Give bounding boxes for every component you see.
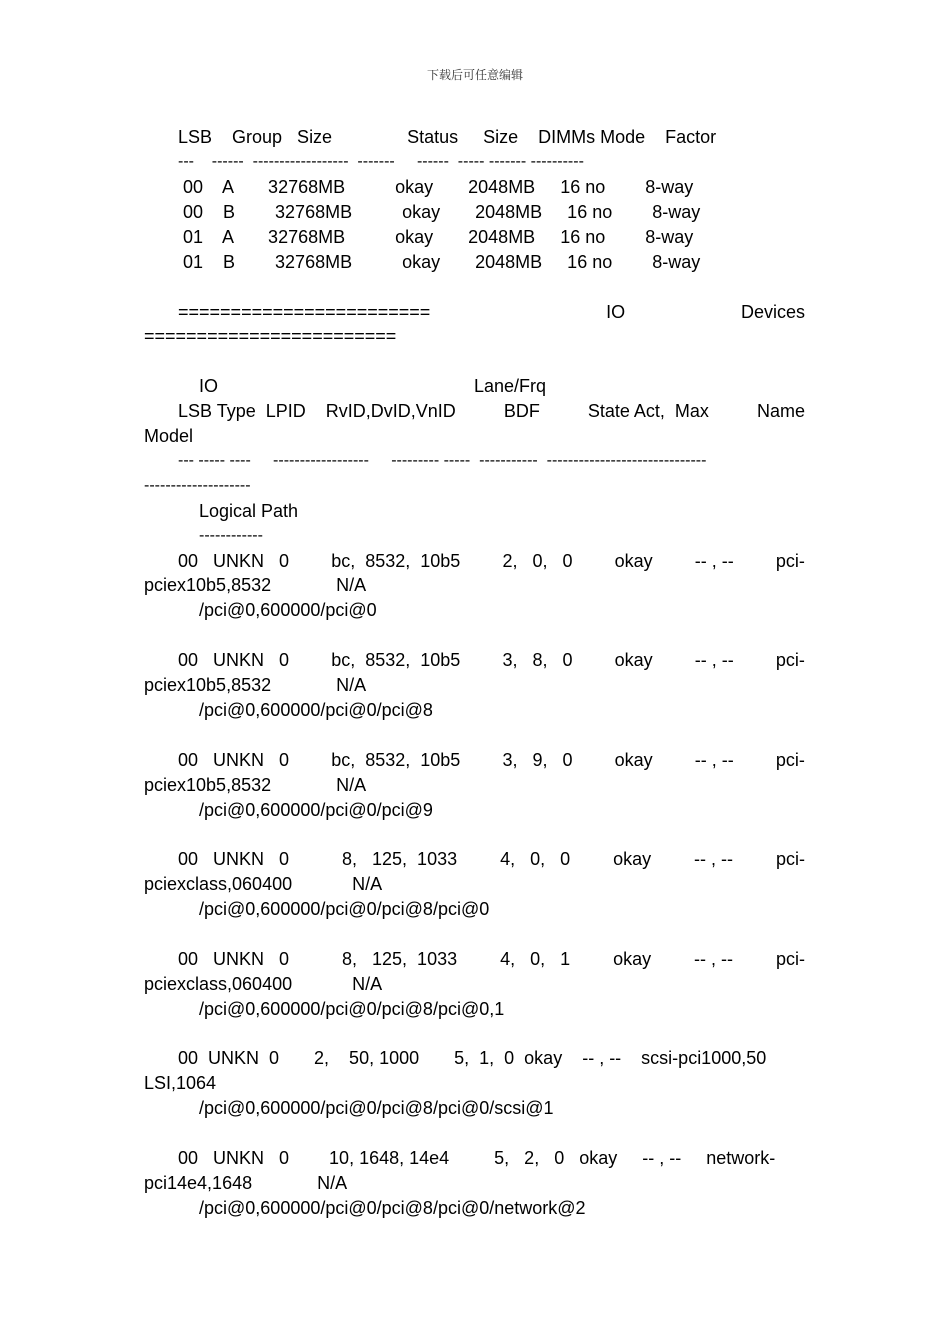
memory-table-separator: --- ------ ------------------ ------- ------ ----- ------- ---------- — [178, 153, 584, 170]
device-ids: 8, 125, 1033 — [332, 849, 458, 869]
device-row — [178, 948, 805, 970]
device-path: /pci@0,600000/pci@0/pci@8/pci@0/network@2 — [199, 1198, 586, 1218]
device-bdf: 4, 0, 1 — [500, 949, 571, 969]
io-header-io: IO — [199, 376, 219, 396]
io-header-separator-cont: -------------------- — [144, 477, 251, 494]
device-bdf: 3, 9, 0 — [502, 750, 573, 770]
banner-middle: IO — [606, 302, 626, 322]
device-state: okay — [613, 849, 652, 869]
device-row — [178, 550, 805, 572]
col-name: Name — [756, 401, 805, 421]
device-lsb-type-lpid: 00 UNKN 0 — [178, 650, 290, 670]
memory-row: 00 A 32768MB okay 2048MB 16 no 8-way — [178, 177, 694, 197]
memory-table-header: LSB Group Size Status Size DIMMs Mode Factor — [178, 127, 717, 147]
io-devices-banner — [178, 301, 805, 323]
device-lsb-type-lpid: 00 UNKN 0 — [178, 849, 290, 869]
device-lsb-type-lpid: 00 UNKN 0 — [178, 551, 290, 571]
device-row-cont: pciex10b5,8532 N/A — [144, 575, 367, 595]
device-lsb-type-lpid: 00 UNKN 0 — [178, 949, 290, 969]
device-state: okay — [613, 949, 652, 969]
device-state: okay — [614, 750, 653, 770]
device-act-max: -- , -- — [694, 949, 734, 969]
device-path: /pci@0,600000/pci@0 — [199, 600, 377, 620]
banner-right: Devices — [740, 302, 805, 322]
device-bdf: 2, 0, 0 — [502, 551, 573, 571]
device-ids: bc, 8532, 10b5 — [331, 551, 461, 571]
device-ids: 8, 125, 1033 — [332, 949, 458, 969]
device-path: /pci@0,600000/pci@0/pci@9 — [199, 800, 433, 820]
banner-left: ======================== — [178, 302, 431, 322]
device-act-max: -- , -- — [694, 650, 734, 670]
device-state: okay — [614, 551, 653, 571]
io-header-lanefrq: Lane/Frq — [474, 376, 547, 396]
device-state: okay — [614, 650, 653, 670]
device-bdf: 4, 0, 0 — [500, 849, 571, 869]
device-lsb-type-lpid: 00 UNKN 0 — [178, 750, 290, 770]
device-name: pci- — [775, 551, 805, 571]
device-ids: bc, 8532, 10b5 — [331, 750, 461, 770]
device-name: pci- — [775, 849, 805, 869]
device-act-max: -- , -- — [694, 849, 734, 869]
device-row: 00 UNKN 0 2, 50, 1000 5, 1, 0 okay -- , -- scsi-pci1000,50 — [178, 1048, 767, 1068]
device-row-cont: pciexclass,060400 N/A — [144, 974, 383, 994]
io-header-logical-sep: ------------ — [199, 527, 263, 544]
device-row: 00 UNKN 0 10, 1648, 14e4 5, 2, 0 okay -- , -- network- — [178, 1148, 776, 1168]
device-name: pci- — [775, 650, 805, 670]
device-row-cont: pciexclass,060400 N/A — [144, 874, 383, 894]
banner-cont: ======================== — [144, 326, 397, 346]
io-header-model: Model — [144, 426, 194, 446]
io-header-logical-path: Logical Path — [199, 501, 299, 521]
device-row — [178, 848, 805, 870]
device-row-cont: pciex10b5,8532 N/A — [144, 775, 367, 795]
col-state-act-max: State Act, Max — [587, 401, 709, 421]
col-lsb-type-lpid-ids: LSB Type LPID RvID,DvID,VnID — [178, 401, 456, 421]
device-name: pci- — [775, 949, 805, 969]
device-row — [178, 749, 805, 771]
device-row-cont: pciex10b5,8532 N/A — [144, 675, 367, 695]
device-name: pci- — [775, 750, 805, 770]
device-path: /pci@0,600000/pci@0/pci@8/pci@0,1 — [199, 999, 505, 1019]
col-bdf: BDF — [503, 401, 540, 421]
device-path: /pci@0,600000/pci@0/pci@8/pci@0/scsi@1 — [199, 1098, 554, 1118]
device-path: /pci@0,600000/pci@0/pci@8/pci@0 — [199, 899, 490, 919]
device-row-cont: LSI,1064 — [144, 1073, 217, 1093]
memory-row: 01 A 32768MB okay 2048MB 16 no 8-way — [178, 227, 694, 247]
device-row-cont: pci14e4,1648 N/A — [144, 1173, 348, 1193]
io-header-columns — [178, 400, 805, 422]
memory-row: 01 B 32768MB okay 2048MB 16 no 8-way — [178, 252, 701, 272]
device-bdf: 3, 8, 0 — [502, 650, 573, 670]
header-note: 下载后可任意编辑 — [426, 68, 523, 82]
device-act-max: -- , -- — [694, 750, 734, 770]
io-header-separator: --- ----- ---- ------------------ --------- ----- ----------- ------------------------------ — [178, 452, 707, 469]
memory-row: 00 B 32768MB okay 2048MB 16 no 8-way — [178, 202, 701, 222]
device-act-max: -- , -- — [694, 551, 734, 571]
device-ids: bc, 8532, 10b5 — [331, 650, 461, 670]
device-path: /pci@0,600000/pci@0/pci@8 — [199, 700, 433, 720]
device-row — [178, 649, 805, 671]
